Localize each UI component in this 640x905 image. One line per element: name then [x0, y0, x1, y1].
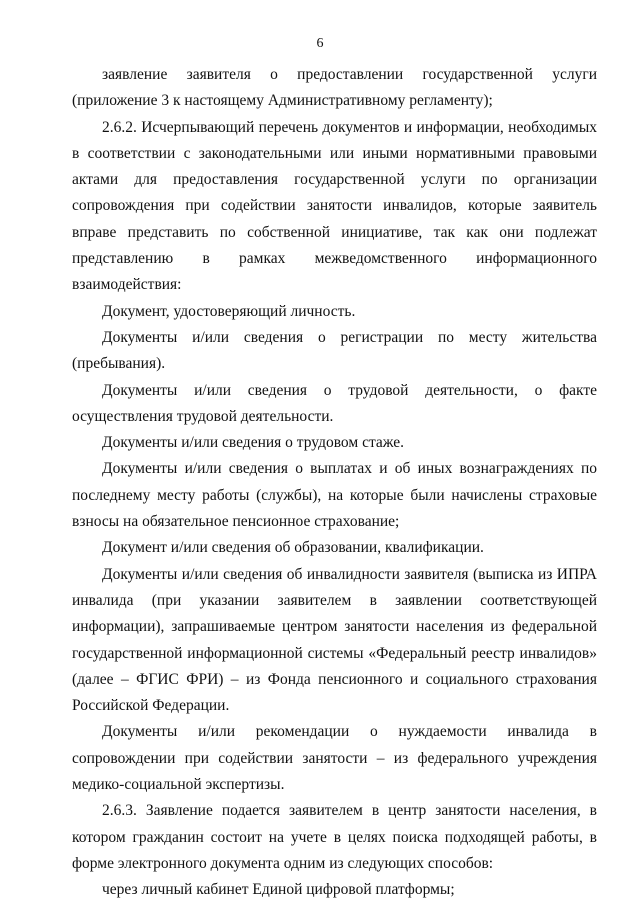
document-body	[72, 62, 597, 904]
paragraph-application: заявление заявителя о предоставлении государственной услуги (приложение 3 к настоящему Административному регламенту);	[72, 66, 597, 110]
page-number: 6	[316, 36, 324, 51]
paragraph-work-experience: Документы и/или сведения о трудовом стаже.	[102, 434, 405, 452]
paragraph-disability: Документы и/или сведения об инвалидности заявителя (выписка из ИПРА инвалида (при указании заявителем в заявлении соответствующей информации), запрашиваемые центром занятости населения из федеральной государственной информационной системы «Федеральный реестр инвалидов» (далее – ФГИС ФРИ) – из Фонда пенсионного и социального страхования Российской Федерации.	[72, 565, 597, 715]
paragraph-labor-activity: Документы и/или сведения о трудовой деятельности, о факте осуществления трудовой деятельности.	[72, 381, 597, 425]
paragraph-recommendations: Документы и/или рекомендации о нуждаемости инвалида в сопровождении при содействии занятости – из федерального учреждения медико-социальной экспертизы.	[72, 723, 597, 794]
paragraph-education: Документ и/или сведения об образовании, квалификации.	[102, 539, 484, 557]
paragraph-payments: Документы и/или сведения о выплатах и об иных вознаграждениях по последнему месту работы (службы), на которые были начислены страховые взносы на обязательное пенсионное страхование;	[72, 460, 597, 531]
paragraph-2-6-2: 2.6.2. Исчерпывающий перечень документов и информации, необходимых в соответствии с законодательными или иными нормативными правовыми актами для предоставления государственной услуги по организации сопровождения при содействии занятости инвалидов, которые заявитель вправе представить по собственной инициативе, так как они подлежат представлению в рамках межведомственного информационного взаимодействия:	[72, 118, 597, 294]
paragraph-personal-account: через личный кабинет Единой цифровой платформы;	[102, 881, 455, 899]
paragraph-registration: Документы и/или сведения о регистрации по месту жительства (пребывания).	[72, 328, 597, 373]
paragraph-identity-document: Документ, удостоверяющий личность.	[102, 302, 356, 320]
paragraph-2-6-3: 2.6.3. Заявление подается заявителем в центр занятости населения, в котором гражданин состоит на учете в целях поиска подходящей работы, в форме электронного документа одним из следующих способов:	[72, 802, 597, 872]
